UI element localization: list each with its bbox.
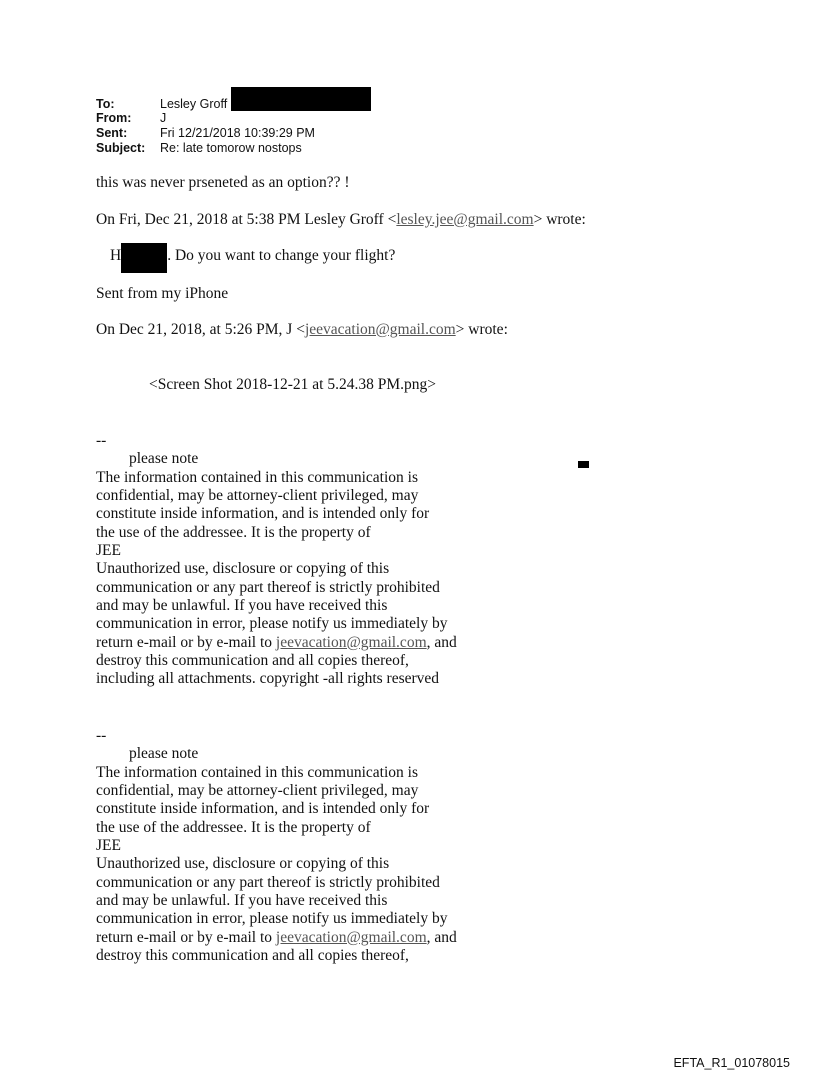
disclaimer-line <box>96 929 457 947</box>
disclaimer-line: and may be unlawful. If you have received this <box>96 597 388 614</box>
email-link-jeevacation[interactable]: jeevacation@gmail.com <box>304 321 456 338</box>
disclaimer-line: confidential, may be attorney-client privileged, may <box>96 782 419 799</box>
reply-rest: . Do you want to change your flight? <box>167 247 396 264</box>
quote-header-1-prefix: On Fri, Dec 21, 2018 at 5:38 PM Lesley Groff < <box>96 211 397 228</box>
sent-label: Sent: <box>96 126 128 140</box>
disclaimer-line: confidential, may be attorney-client privileged, may <box>96 487 419 504</box>
disclaimer-line: constitute inside information, and is intended only for <box>96 505 430 522</box>
sent-row <box>96 126 396 141</box>
disclaimer-line: The information contained in this communication is <box>96 469 418 486</box>
signature-dash: -- <box>96 727 107 744</box>
disclaimer-block-2 <box>96 727 516 972</box>
disclaimer-line: communication or any part thereof is strictly prohibited <box>96 579 440 596</box>
subject-value: Re: late tomorow nostops <box>160 141 302 155</box>
disclaimer-line: Unauthorized use, disclosure or copying of this <box>96 855 390 872</box>
quote-header-2 <box>96 321 508 339</box>
please-note: please note <box>129 450 199 467</box>
body-line-1: this was never prseneted as an option?? ! <box>96 174 350 191</box>
disclaimer-text: , and <box>426 634 457 651</box>
disclaimer-line: the use of the addressee. It is the property of <box>96 524 371 541</box>
email-link-jeevacation[interactable]: jeevacation@gmail.com <box>275 929 427 946</box>
quote-header-2-suffix: > wrote: <box>455 321 508 338</box>
redaction-block <box>231 87 371 111</box>
disclaimer-line: communication or any part thereof is strictly prohibited <box>96 874 440 891</box>
from-row <box>96 111 396 126</box>
disclaimer-line: the use of the addressee. It is the property of <box>96 819 371 836</box>
signature-dash: -- <box>96 432 107 449</box>
disclaimer-line: Unauthorized use, disclosure or copying of this <box>96 560 390 577</box>
disclaimer-line: JEE <box>96 542 121 559</box>
sent-value: Fri 12/21/2018 10:39:29 PM <box>160 126 315 140</box>
quote-header-2-prefix: On Dec 21, 2018, at 5:26 PM, J < <box>96 321 305 338</box>
reply-start: H <box>110 247 122 264</box>
disclaimer-text: , and <box>426 929 457 946</box>
disclaimer-text: return e-mail or by e-mail to <box>96 929 276 946</box>
subject-row <box>96 141 396 156</box>
email-link-lesley[interactable]: lesley.jee@gmail.com <box>396 211 534 228</box>
disclaimer-line: destroy this communication and all copies thereof, <box>96 947 409 964</box>
to-value: Lesley Groff <box>160 97 228 111</box>
sent-from-line: Sent from my iPhone <box>96 285 229 302</box>
redaction-block <box>121 243 167 273</box>
disclaimer-line: constitute inside information, and is intended only for <box>96 800 430 817</box>
disclaimer-block-1 <box>96 432 516 692</box>
email-link-jeevacation[interactable]: jeevacation@gmail.com <box>275 634 427 651</box>
disclaimer-line: including all attachments. copyright -all rights reserved <box>96 670 440 687</box>
document-id: EFTA_R1_01078015 <box>673 1056 790 1070</box>
disclaimer-line: destroy this communication and all copies thereof, <box>96 652 409 669</box>
attachment-line: <Screen Shot 2018-12-21 at 5.24.38 PM.png> <box>149 376 436 393</box>
subject-label: Subject: <box>96 141 146 155</box>
please-note: please note <box>129 745 199 762</box>
quote-header-1-suffix: > wrote: <box>533 211 586 228</box>
disclaimer-line: The information contained in this communication is <box>96 764 418 781</box>
disclaimer-line: JEE <box>96 837 121 854</box>
disclaimer-line: communication in error, please notify us immediately by <box>96 910 448 927</box>
to-label: To: <box>96 97 115 111</box>
disclaimer-line: and may be unlawful. If you have received this <box>96 892 388 909</box>
disclaimer-line: communication in error, please notify us immediately by <box>96 615 448 632</box>
from-value: J <box>160 111 167 125</box>
quote-header-1 <box>96 211 586 229</box>
from-label: From: <box>96 111 132 125</box>
redaction-mark <box>578 461 589 468</box>
disclaimer-line <box>96 634 457 652</box>
disclaimer-text: return e-mail or by e-mail to <box>96 634 276 651</box>
